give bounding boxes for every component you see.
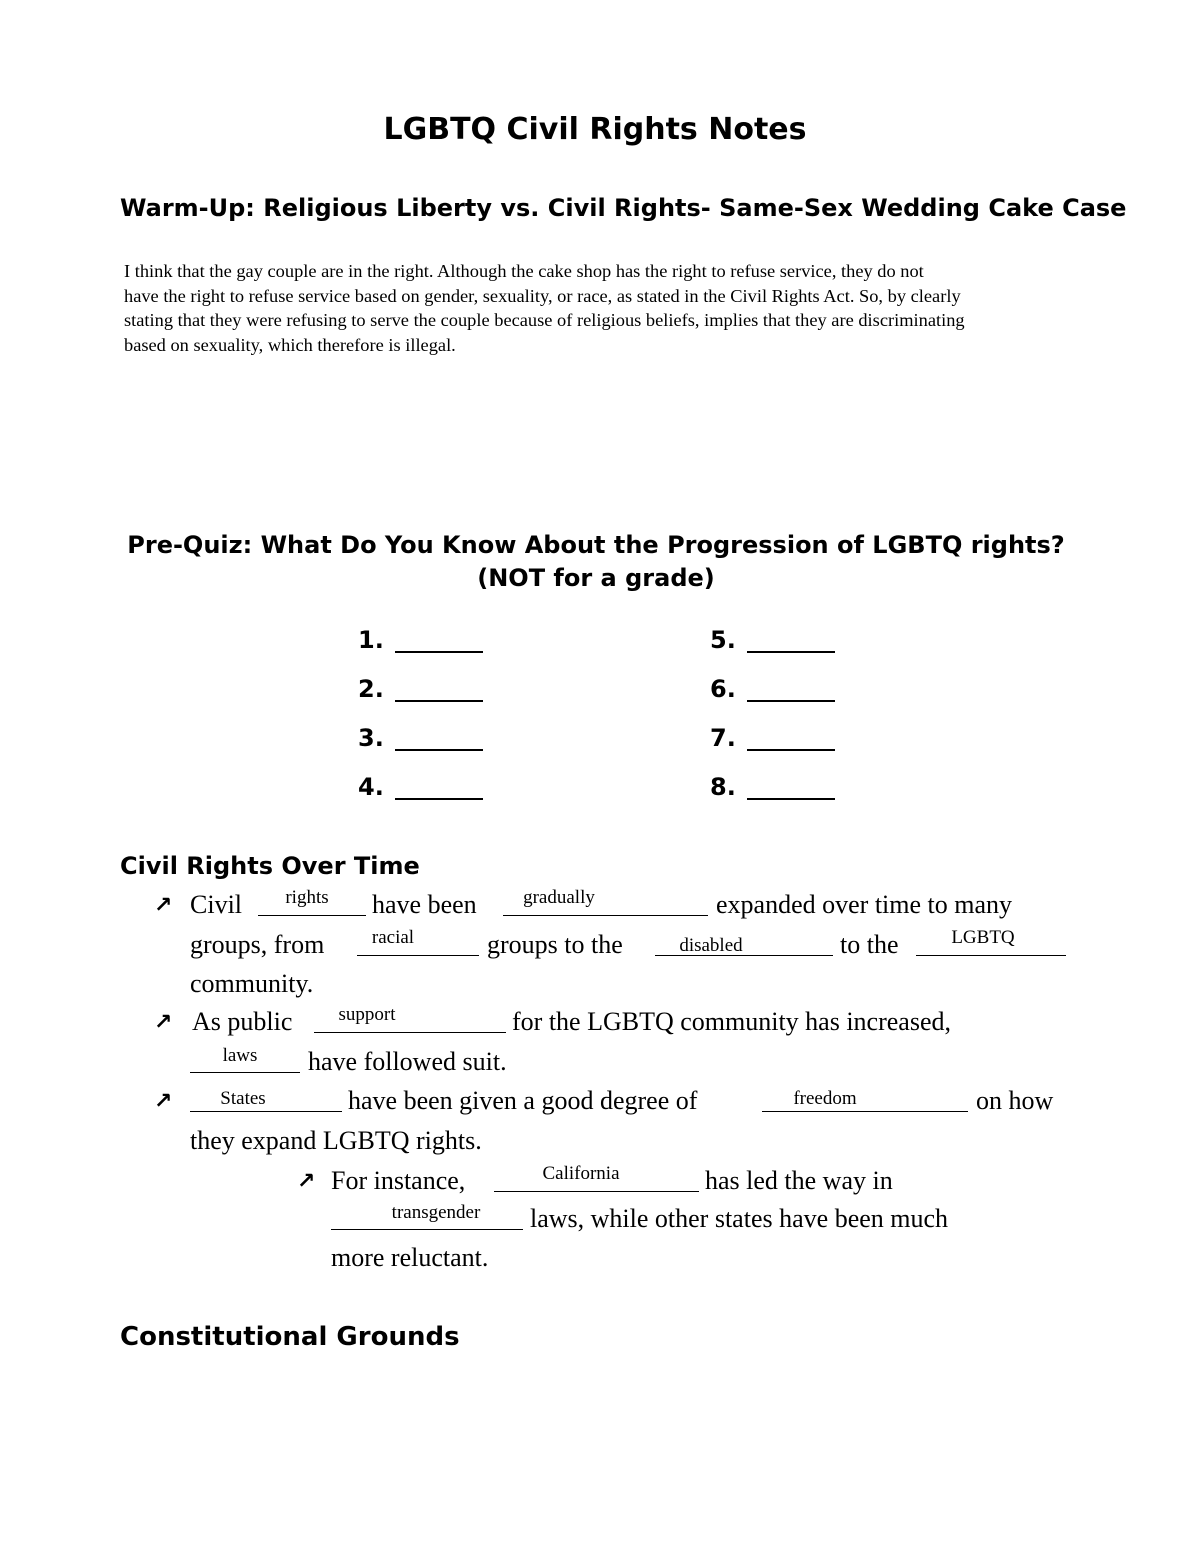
bullet3-on-how: on how <box>976 1086 1054 1115</box>
quiz-number-1: 1. <box>358 626 384 654</box>
arrow-up-right-icon: ↗ <box>154 1089 173 1114</box>
bullet4-led-way: has led the way in <box>705 1166 893 1195</box>
quiz-answer-blank-8[interactable] <box>747 798 835 800</box>
quiz-answer-blank-2[interactable] <box>395 700 483 702</box>
warmup-line: have the right to refuse service based on gender, sexuality, or race, as stated in the Civil Rights Act. So, by clearly <box>124 285 961 306</box>
bullet4-reluctant: more reluctant. <box>331 1243 489 1272</box>
bullet2-for-the: for the LGBTQ community has increased, <box>512 1007 951 1036</box>
quiz-number-6: 6. <box>710 675 736 703</box>
answer-gradually: gradually <box>523 887 595 908</box>
blank-states[interactable] <box>190 1111 342 1112</box>
blank-support[interactable] <box>314 1032 506 1033</box>
bullet1-community: community. <box>190 969 314 998</box>
quiz-answer-blank-5[interactable] <box>747 651 835 653</box>
warmup-line: stating that they were refusing to serve the couple because of religious beliefs, implies that they are discriminating <box>124 310 965 330</box>
bullet1-expanded: expanded over time to many <box>716 890 1013 919</box>
arrow-up-right-icon: ↗ <box>154 893 173 918</box>
quiz-number-5: 5. <box>710 626 736 654</box>
quiz-number-7: 7. <box>710 724 736 752</box>
constitutional-heading: Constitutional Grounds <box>120 1322 460 1352</box>
bullet1-have-been: have been <box>372 890 477 919</box>
quiz-number-8: 8. <box>710 773 736 801</box>
arrow-up-right-icon: ↗ <box>154 1010 173 1035</box>
prequiz-heading <box>0 529 1192 595</box>
bullet4-laws-while: laws, while other states have been much <box>530 1204 949 1233</box>
answer-support: support <box>338 1004 396 1025</box>
quiz-answer-blank-6[interactable] <box>747 700 835 702</box>
warmup-line: based on sexuality, which therefore is illegal. <box>124 334 456 355</box>
blank-gradually[interactable] <box>503 915 708 916</box>
civil-rights-heading: Civil Rights Over Time <box>120 852 420 880</box>
warmup-response <box>124 259 1154 357</box>
answer-racial: racial <box>371 927 415 948</box>
bullet1-groups-to-the: groups to the <box>487 930 623 959</box>
bullet4-for-instance: For instance, <box>331 1166 466 1195</box>
answer-states: States <box>220 1088 266 1109</box>
blank-rights[interactable] <box>258 915 366 916</box>
bullet1-to-the: to the <box>840 930 899 959</box>
answer-lgbtq: LGBTQ <box>951 927 1015 948</box>
page-title: LGBTQ Civil Rights Notes <box>383 112 807 147</box>
quiz-answer-blank-1[interactable] <box>395 651 483 653</box>
answer-disabled: disabled <box>679 935 743 956</box>
quiz-number-4: 4. <box>358 773 384 801</box>
bullet2-as-public: As public <box>192 1007 293 1036</box>
blank-racial[interactable] <box>357 955 479 956</box>
prequiz-heading-line2: (NOT for a grade) <box>477 564 715 592</box>
prequiz-heading-line1: Pre-Quiz: What Do You Know About the Progression of LGBTQ rights? <box>127 531 1065 559</box>
quiz-number-2: 2. <box>358 675 384 703</box>
blank-transgender[interactable] <box>331 1229 523 1230</box>
bullet1-groups-from: groups, from <box>190 930 325 959</box>
quiz-answer-blank-3[interactable] <box>395 749 483 751</box>
blank-lgbtq[interactable] <box>916 955 1066 956</box>
answer-freedom: freedom <box>793 1088 857 1109</box>
blank-california[interactable] <box>494 1191 699 1192</box>
quiz-answer-blank-4[interactable] <box>395 798 483 800</box>
warmup-line: I think that the gay couple are in the right. Although the cake shop has the right to refuse service, they do not <box>124 261 924 281</box>
answer-rights: rights <box>285 887 329 908</box>
blank-laws[interactable] <box>190 1072 300 1073</box>
arrow-up-right-icon: ↗ <box>297 1169 316 1194</box>
answer-transgender: transgender <box>391 1202 481 1223</box>
quiz-answer-blank-7[interactable] <box>747 749 835 751</box>
bullet1-civil: Civil <box>190 890 243 919</box>
answer-california: California <box>542 1163 620 1184</box>
bullet2-followed: have followed suit. <box>308 1047 507 1076</box>
quiz-number-3: 3. <box>358 724 384 752</box>
warmup-heading: Warm-Up: Religious Liberty vs. Civil Rights- Same-Sex Wedding Cake Case <box>120 194 1127 222</box>
answer-laws: laws <box>222 1045 258 1066</box>
bullet3-they-expand: they expand LGBTQ rights. <box>190 1126 482 1155</box>
blank-freedom[interactable] <box>762 1111 968 1112</box>
bullet3-given: have been given a good degree of <box>348 1086 698 1115</box>
